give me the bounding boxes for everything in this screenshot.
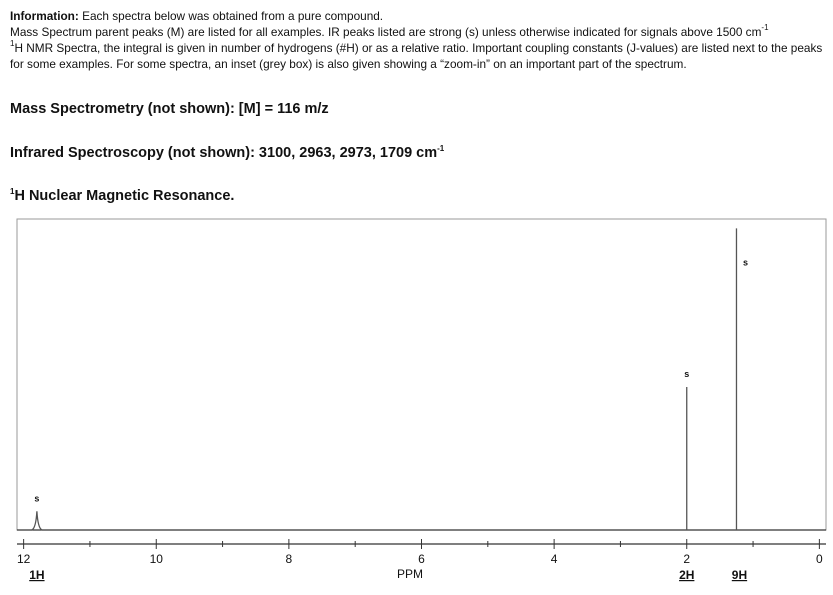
peak-integral-11.8: 1H: [29, 568, 45, 582]
ir-heading-text: Infrared Spectroscopy (not shown): 3100, 2963, 2973, 1709 cm: [10, 145, 438, 161]
nmr-heading-text: H Nuclear Magnetic Resonance.: [14, 188, 235, 204]
tick-label-6: 6: [418, 552, 425, 566]
nmr-heading-sup: 1: [10, 187, 15, 196]
mass-spec-heading: Mass Spectrometry (not shown): [M] = 116 m/z: [10, 101, 329, 117]
info-line-2-sup: -1: [761, 23, 769, 32]
tick-label-8: 8: [285, 552, 293, 566]
ir-heading-sup: -1: [437, 144, 445, 153]
tick-label-0: 0: [816, 552, 823, 566]
peaks: [29, 228, 748, 582]
x-axis-ticks: [17, 539, 823, 566]
tick-label-10: 10: [149, 552, 163, 566]
info-line-3-text: H NMR Spectra, the integral is given in number of hydrogens (#H) or as a relative ratio. Important coupling constants (J-values) are listed next to the peaks for some examples. For some spectra, an inset (grey box) is also given showing a “zoom-in” on an important part of the spectrum.: [10, 41, 823, 71]
peak-multiplicity-1.25: s: [742, 257, 748, 268]
peak-integral-2: 2H: [679, 568, 695, 582]
peak-integral-1.25: 9H: [731, 568, 748, 582]
info-line-3-sup: 1: [10, 39, 15, 48]
tick-label-4: 4: [550, 552, 558, 566]
info-line-2-text: Mass Spectrum parent peaks (M) are listed for all examples. IR peaks listed are strong (s) unless otherwise indicated for signals above 1500 cm: [10, 25, 762, 39]
peak-multiplicity-11.8: s: [34, 493, 40, 504]
info-lead: Information:: [10, 9, 79, 23]
x-axis-label: PPM: [396, 567, 424, 581]
tick-label-12: 12: [16, 552, 31, 566]
info-line-1-text: Each spectra below was obtained from a pure compound.: [82, 9, 384, 23]
plot-frame: [17, 219, 826, 530]
peak-11.8: [32, 511, 42, 530]
tick-label-2: 2: [683, 552, 691, 566]
peak-multiplicity-2: s: [684, 368, 690, 379]
